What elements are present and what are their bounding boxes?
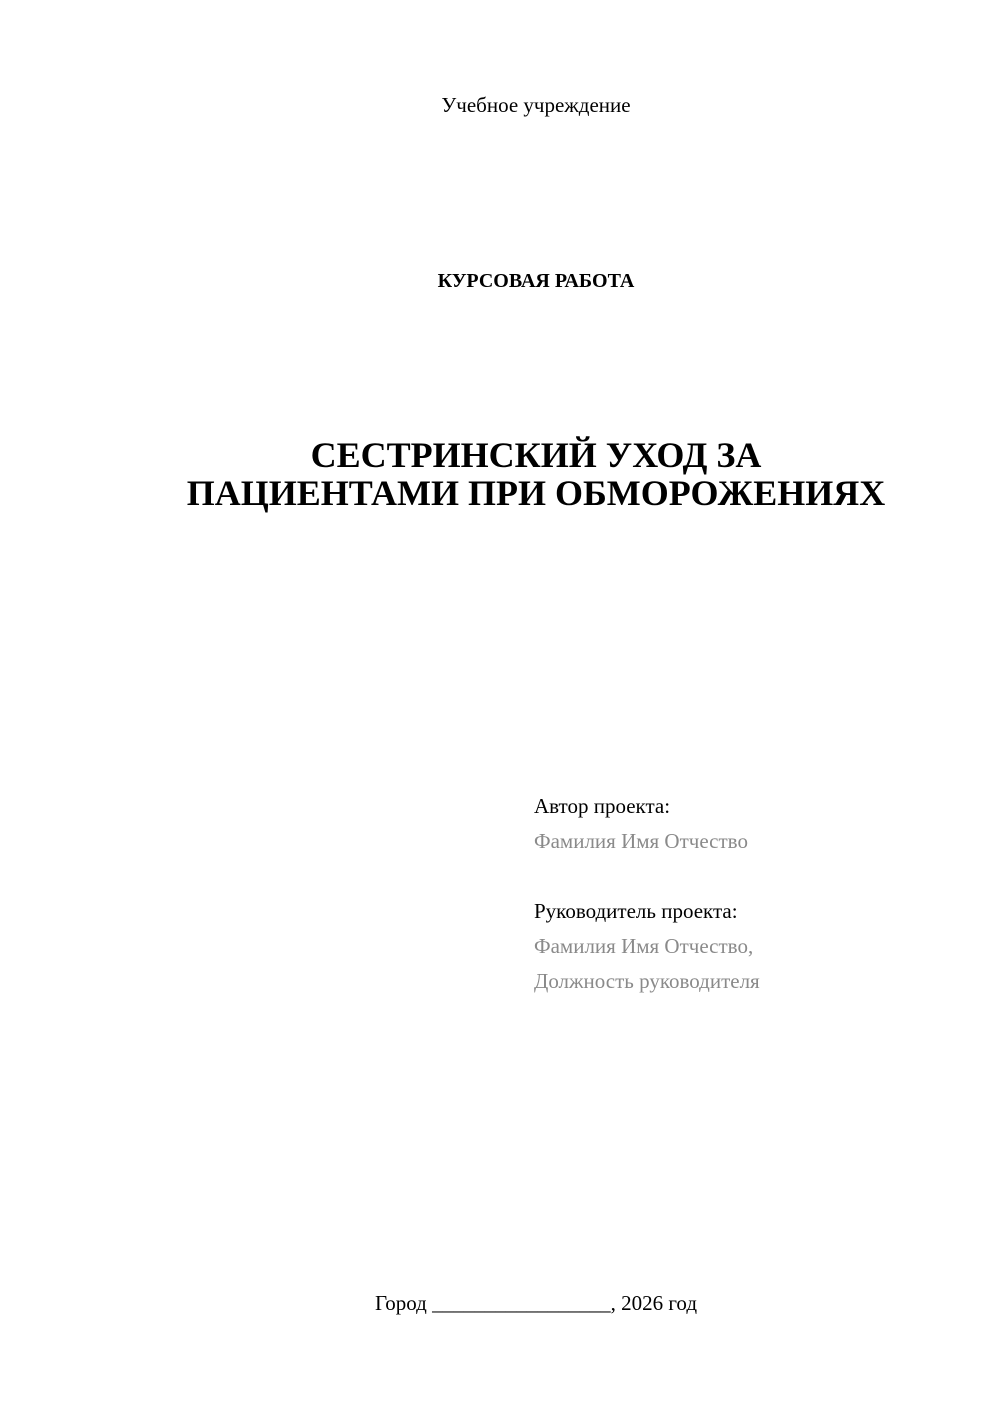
title-line-1: СЕСТРИНСКИЙ УХОД ЗА	[310, 435, 762, 475]
institution-name: Учебное учреждение	[441, 93, 631, 117]
project-info-block	[534, 789, 974, 999]
supervisor-name: Фамилия Имя Отчество,	[534, 934, 754, 958]
info-spacer	[534, 859, 974, 894]
author-name: Фамилия Имя Отчество	[534, 829, 748, 853]
title-line-2: ПАЦИЕНТАМИ ПРИ ОБМОРОЖЕНИЯХ	[186, 473, 886, 513]
supervisor-position: Должность руководителя	[534, 969, 760, 993]
work-type-heading: КУРСОВАЯ РАБОТА	[437, 270, 635, 292]
city-year-line: Город _________________, 2026 год	[374, 1291, 698, 1315]
supervisor-label: Руководитель проекта:	[534, 899, 738, 923]
document-title	[0, 436, 1000, 512]
author-label: Автор проекта:	[534, 794, 671, 818]
